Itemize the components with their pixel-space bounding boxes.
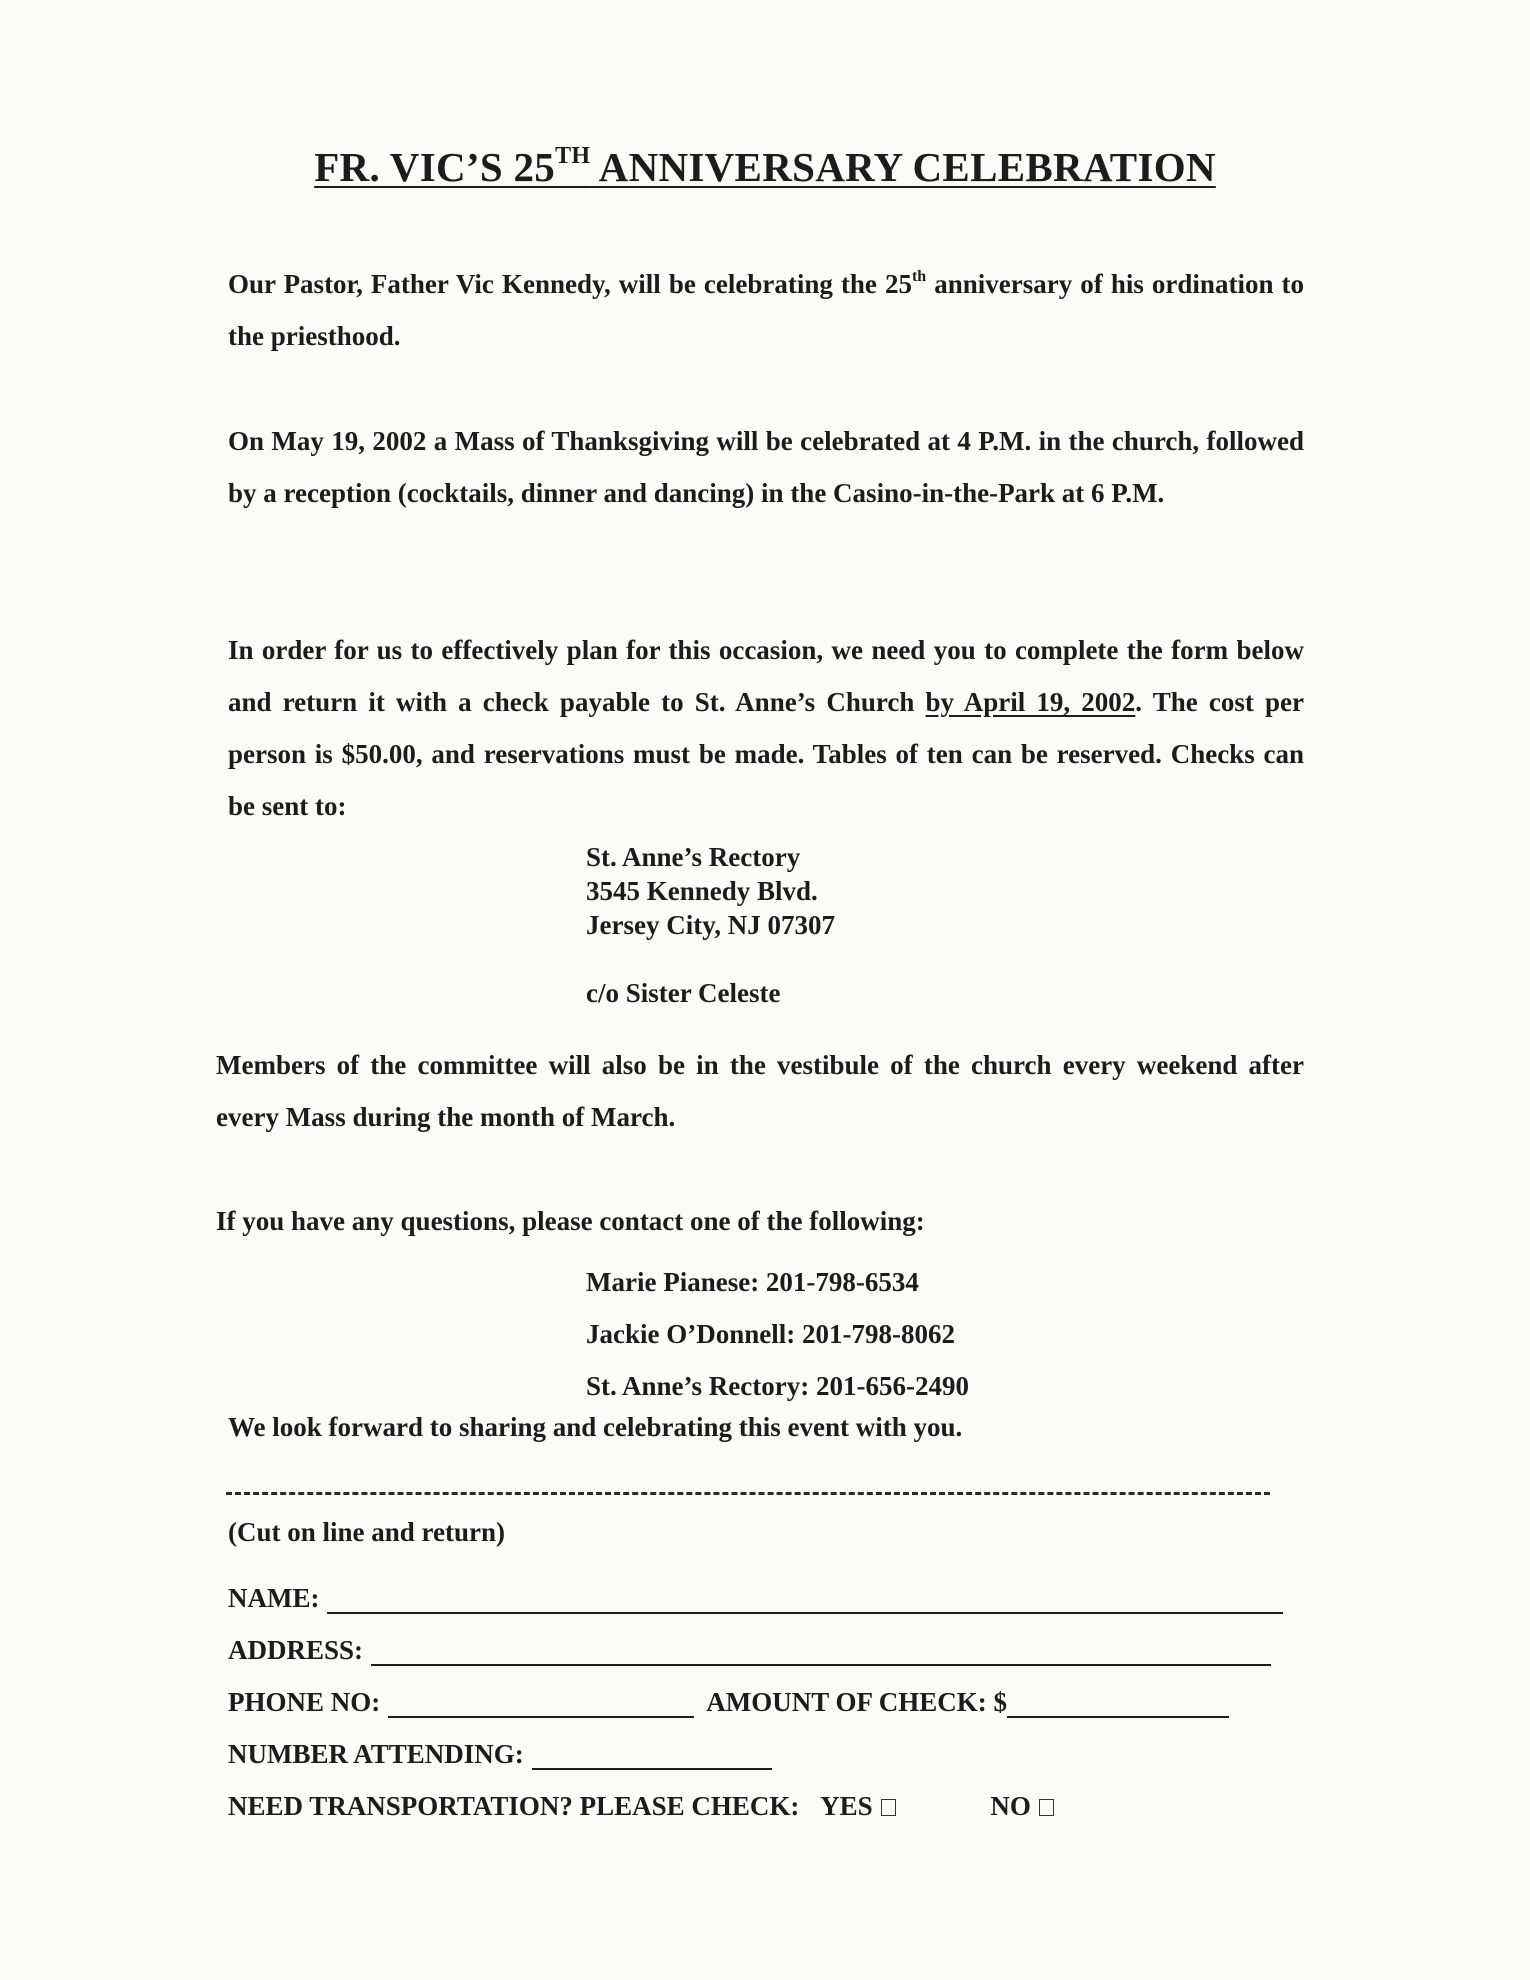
reservation-paragraph: In order for us to effectively plan for this occasion, we need you to complete the form below and return it with a check payable to St. Anne’s Church by April 19, 2002. The cost per person is $50.00, and reservations must be made. Tables of ten can be reserved. Checks can be sent to:	[228, 635, 1304, 821]
page-title	[0, 143, 1530, 191]
attending-label: NUMBER ATTENDING:	[228, 1739, 524, 1769]
no-label: NO	[990, 1791, 1031, 1821]
contact-list	[586, 1256, 969, 1412]
contact-item: St. Anne’s Rectory: 201-656-2490	[586, 1371, 969, 1401]
address-label: ADDRESS:	[228, 1635, 364, 1665]
cut-note: (Cut on line and return)	[228, 1517, 506, 1547]
address-line-1: St. Anne’s Rectory	[586, 842, 801, 872]
intro-paragraph: Our Pastor, Father Vic Kennedy, will be celebrating the 25th anniversary of his ordination to the priesthood.	[228, 268, 1305, 351]
yes-label: YES	[820, 1791, 873, 1821]
phone-input-line[interactable]	[388, 1690, 694, 1718]
transportation-label: NEED TRANSPORTATION? PLEASE CHECK:	[228, 1791, 800, 1821]
phone-amount-row	[228, 1687, 1229, 1718]
mass-paragraph: On May 19, 2002 a Mass of Thanksgiving will be celebrated at 4 P.M. in the church, followed by a reception (cocktails, dinner and dancing) in the Casino-in-the-Park at 6 P.M.	[228, 426, 1304, 508]
attending-input-line[interactable]	[532, 1742, 772, 1770]
amount-input-line[interactable]	[1007, 1690, 1229, 1718]
address-attention: c/o Sister Celeste	[586, 978, 781, 1008]
address-line-3: Jersey City, NJ 07307	[586, 910, 835, 940]
name-label: NAME:	[228, 1583, 320, 1613]
contacts-intro: If you have any questions, please contact one of the following:	[216, 1206, 925, 1236]
closing-line: We look forward to sharing and celebrating this event with you.	[228, 1412, 963, 1442]
phone-label: PHONE NO:	[228, 1687, 381, 1717]
title-text: FR. VIC’S 25TH ANNIVERSARY CELEBRATION	[314, 143, 1216, 190]
attending-field	[228, 1739, 772, 1770]
amount-label: AMOUNT OF CHECK: $	[706, 1687, 1007, 1717]
address-line-2: 3545 Kennedy Blvd.	[586, 876, 818, 906]
name-field	[228, 1583, 1283, 1614]
committee-paragraph: Members of the committee will also be in the vestibule of the church every weekend after every Mass during the month of March.	[216, 1050, 1304, 1132]
contact-item: Marie Pianese: 201-798-6534	[586, 1267, 919, 1297]
transportation-row	[228, 1791, 1054, 1822]
cut-line	[226, 1492, 1270, 1495]
deadline-date: by April 19, 2002	[925, 687, 1136, 717]
no-checkbox[interactable]	[1039, 1799, 1054, 1816]
address-input-line[interactable]	[371, 1638, 1271, 1666]
name-input-line[interactable]	[327, 1586, 1283, 1614]
mailing-address	[586, 840, 835, 942]
yes-checkbox[interactable]	[881, 1799, 896, 1816]
address-field	[228, 1635, 1271, 1666]
contact-item: Jackie O’Donnell: 201-798-8062	[586, 1319, 955, 1349]
